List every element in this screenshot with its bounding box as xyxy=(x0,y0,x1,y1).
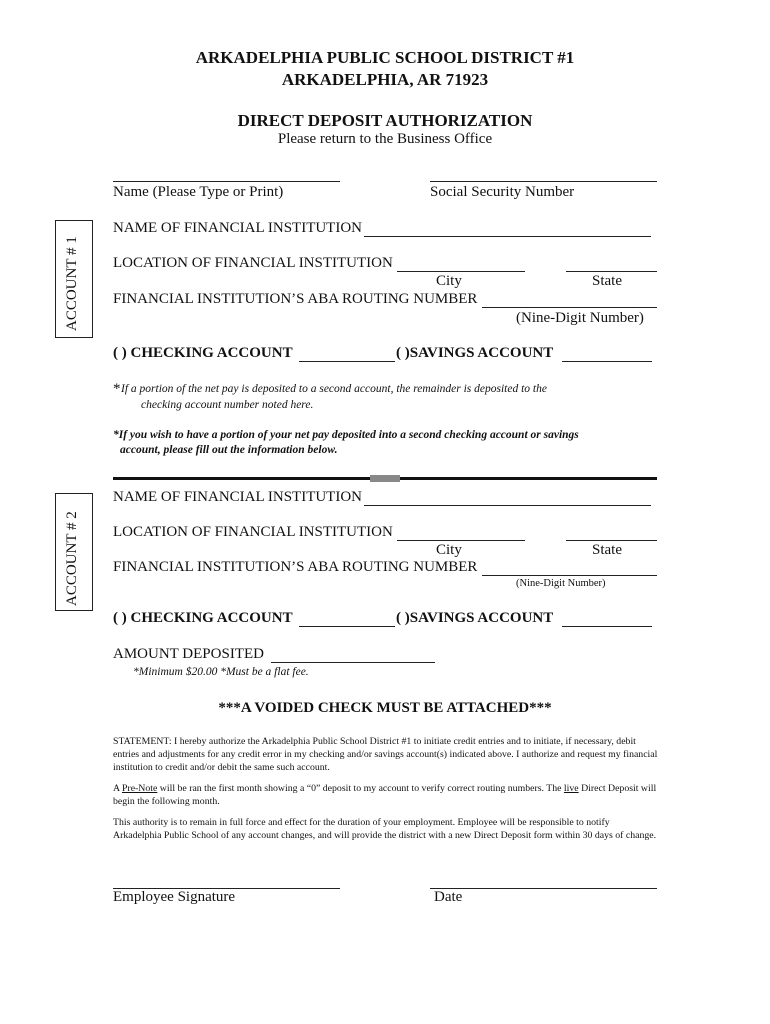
account-1-checking-option[interactable]: ( ) CHECKING ACCOUNT xyxy=(113,345,293,361)
amount-minimum-note: *Minimum $20.00 *Must be a flat fee. xyxy=(133,666,309,678)
account-2-city-label: City xyxy=(436,542,462,558)
account-2-label: ACCOUNT # 2 xyxy=(64,511,80,606)
ssn-label: Social Security Number xyxy=(430,184,575,200)
district-name: ARKADELPHIA PUBLIC SCHOOL DISTRICT #1 xyxy=(195,48,575,67)
separator-marker xyxy=(370,475,400,482)
form-title: DIRECT DEPOSIT AUTHORIZATION xyxy=(237,111,533,130)
account-1-location-label: LOCATION OF FINANCIAL INSTITUTION xyxy=(113,255,393,271)
second-account-note-line-1: *If you wish to have a portion of your net pay deposited into a second checking account or savings xyxy=(113,429,579,441)
account-1-routing-label: FINANCIAL INSTITUTION’S ABA ROUTING NUMBER xyxy=(113,291,478,307)
account-2-location-label: LOCATION OF FINANCIAL INSTITUTION xyxy=(113,524,393,540)
account-2-savings-option[interactable]: ( )SAVINGS ACCOUNT xyxy=(396,610,554,626)
account-2-routing-line[interactable] xyxy=(482,575,657,576)
remainder-note-line-2: checking account number noted here. xyxy=(141,399,314,411)
account-1-state-label: State xyxy=(592,273,622,289)
account-2-routing-label: FINANCIAL INSTITUTION’S ABA ROUTING NUMBER xyxy=(113,559,478,575)
account-2-city-line[interactable] xyxy=(397,540,525,541)
note-star: * xyxy=(113,381,121,397)
date-line[interactable] xyxy=(430,888,657,889)
account-1-label: ACCOUNT # 1 xyxy=(64,236,80,331)
account-2-nine-digit-label: (Nine-Digit Number) xyxy=(516,578,606,589)
account-1-routing-line[interactable] xyxy=(482,307,657,308)
account-1-state-line[interactable] xyxy=(566,271,657,272)
employee-signature-label: Employee Signature xyxy=(113,889,236,905)
date-label: Date xyxy=(434,889,463,905)
account-1-institution-label: NAME OF FINANCIAL INSTITUTION xyxy=(113,220,363,236)
account-1-institution-line[interactable] xyxy=(364,236,651,237)
live-text: live xyxy=(563,783,579,794)
account-1-savings-line[interactable] xyxy=(562,361,652,362)
statement-paragraph: STATEMENT: I hereby authorize the Arkadelphia Public School District #1 to initiate credit entries and to initiate, if necessary, debit entries and adjustments for any credit error in my checking and/or savings account(s) indicated above. I authorize and request my financial institution to credit and/or debit the same such account. xyxy=(113,736,658,773)
second-account-note-line-2: account, please fill out the information below. xyxy=(120,444,338,456)
account-1-city-label: City xyxy=(436,273,462,289)
account-1-savings-option[interactable]: ( )SAVINGS ACCOUNT xyxy=(396,345,554,361)
account-2-checking-option[interactable]: ( ) CHECKING ACCOUNT xyxy=(113,610,293,626)
district-address: ARKADELPHIA, AR 71923 xyxy=(281,70,489,89)
return-instruction: Please return to the Business Office xyxy=(277,131,493,147)
account-1-checking-line[interactable] xyxy=(299,361,395,362)
prenote-paragraph: A Pre-Note will be ran the first month showing a “0” deposit to my account to verify correct routing numbers. The live Direct Deposit will begin the following month. xyxy=(113,783,657,807)
account-2-savings-line[interactable] xyxy=(562,626,652,627)
account-2-institution-line[interactable] xyxy=(364,505,651,506)
name-label: Name (Please Type or Print) xyxy=(113,184,284,200)
remainder-note-line-1: If a portion of the net pay is deposited to a second account, the remainder is deposited to the xyxy=(121,383,547,395)
voided-check-notice: ***A VOIDED CHECK MUST BE ATTACHED*** xyxy=(218,700,552,716)
ssn-line[interactable] xyxy=(430,181,657,182)
amount-deposited-label: AMOUNT DEPOSITED xyxy=(113,646,264,662)
account-2-state-line[interactable] xyxy=(566,540,657,541)
authority-paragraph: This authority is to remain in full force and effect for the duration of your employment. Employee will be responsible to notify Arkadelphia Public School of any account changes, and will provide the district with a new Direct Deposit form within 30 days of change. xyxy=(113,817,657,841)
account-2-state-label: State xyxy=(592,542,622,558)
account-2-checking-line[interactable] xyxy=(299,626,395,627)
account-1-city-line[interactable] xyxy=(397,271,525,272)
account-2-institution-label: NAME OF FINANCIAL INSTITUTION xyxy=(113,489,363,505)
account-1-nine-digit-label: (Nine-Digit Number) xyxy=(516,310,644,326)
prenote-text: Pre-Note xyxy=(121,783,158,794)
name-line[interactable] xyxy=(113,181,340,182)
amount-deposited-line[interactable] xyxy=(271,662,435,663)
